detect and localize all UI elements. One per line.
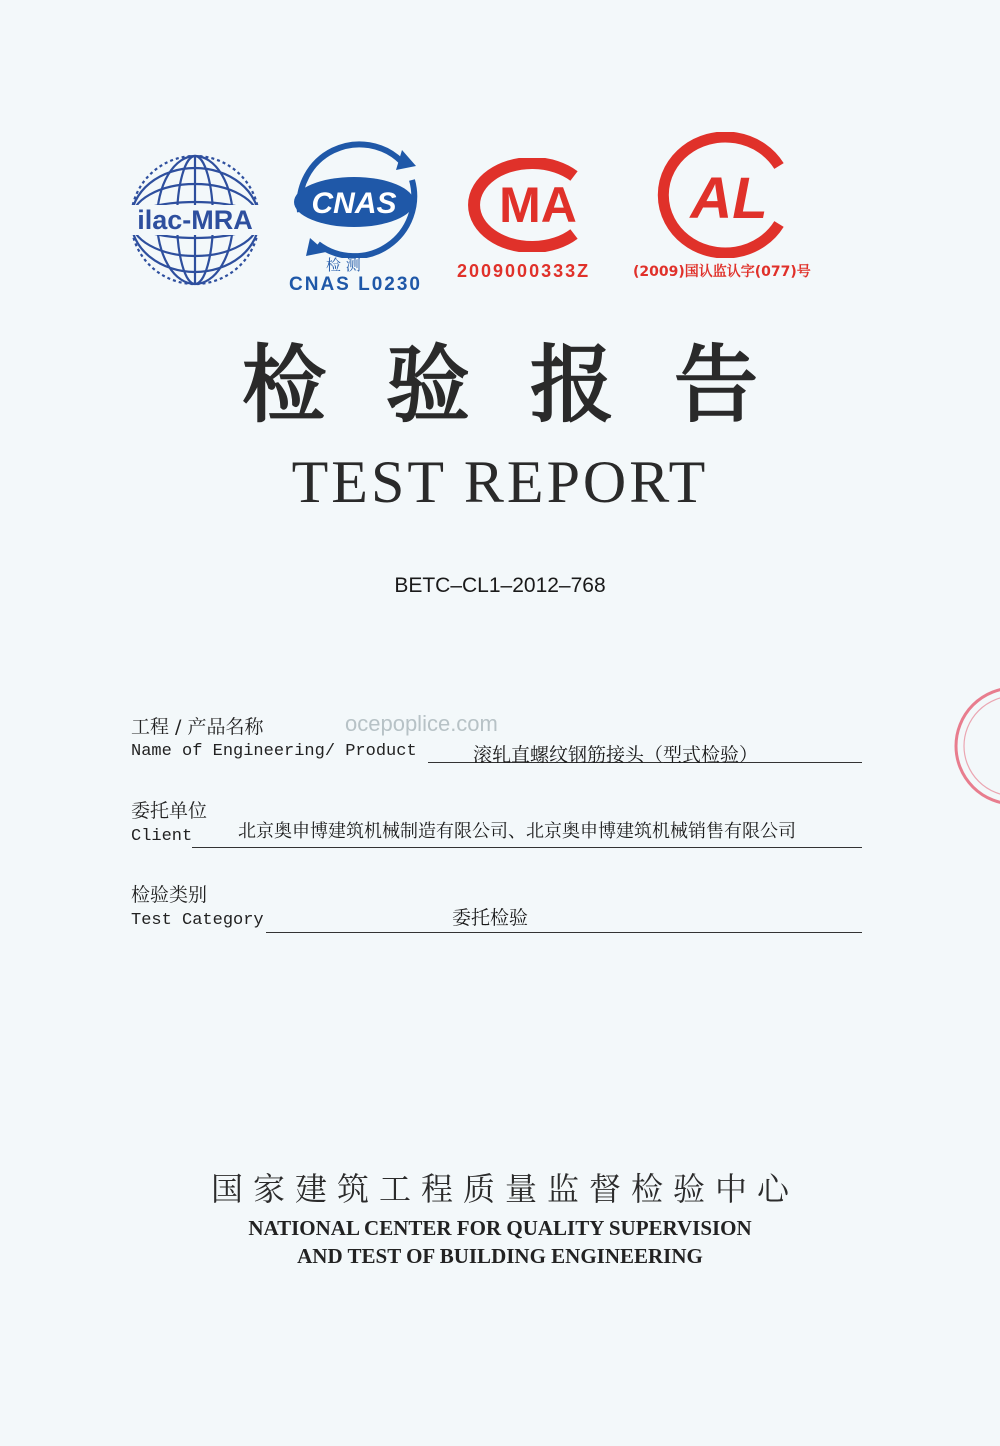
- category-label-cn: 检验类别: [131, 884, 208, 906]
- category-underline: [266, 932, 862, 933]
- cma-seal-icon: [456, 158, 606, 252]
- cnas-logo: [282, 140, 432, 258]
- client-underline: [192, 847, 862, 848]
- category-value: 委托检验: [452, 907, 529, 929]
- cal-logo: [655, 132, 797, 258]
- footer-org-cn: 国家建筑工程质量监督检验中心: [210, 1170, 799, 1208]
- footer-org-en-line2: AND TEST OF BUILDING ENGINEERING: [297, 1244, 703, 1268]
- cma-text: MA: [499, 177, 577, 233]
- cnas-caption-code: CNAS L0230: [289, 274, 422, 295]
- cal-seal-icon: [655, 132, 797, 258]
- cal-text: AL: [690, 166, 768, 231]
- cma-logo: [456, 158, 606, 252]
- product-value: 滚轧直螺纹钢筋接头（型式检验）: [473, 744, 759, 766]
- cnas-badge-icon: [282, 140, 432, 258]
- cnas-badge-text: CNAS: [311, 187, 397, 220]
- report-number: BETC–CL1–2012–768: [394, 574, 606, 597]
- ilac-text: ilac-MRA: [137, 205, 253, 235]
- client-value: 北京奥申博建筑机械制造有限公司、北京奥申博建筑机械销售有限公司: [238, 821, 796, 842]
- cal-caption: (2009)国认监认字(077)号: [633, 264, 811, 280]
- client-label-cn: 委托单位: [131, 800, 208, 822]
- title-english: TEST REPORT: [291, 449, 709, 515]
- product-label-en: Name of Engineering/ Product: [131, 742, 417, 761]
- official-stamp: [950, 682, 1000, 810]
- stamp-icon: [950, 682, 1000, 810]
- cma-number: 2009000333Z: [457, 261, 591, 281]
- title-chinese: 检验报告: [241, 335, 818, 434]
- ilac-mra-logo: [120, 145, 270, 295]
- client-label-en: Client: [131, 827, 193, 846]
- footer-org-en-line1: NATIONAL CENTER FOR QUALITY SUPERVISION: [248, 1216, 752, 1240]
- ilac-globe-icon: [120, 145, 270, 295]
- product-label-cn: 工程 / 产品名称: [131, 716, 264, 738]
- cnas-caption-cn: 检 测: [326, 256, 361, 274]
- watermark-text: ocepoplice.com: [345, 711, 498, 736]
- category-label-en: Test Category: [131, 911, 264, 930]
